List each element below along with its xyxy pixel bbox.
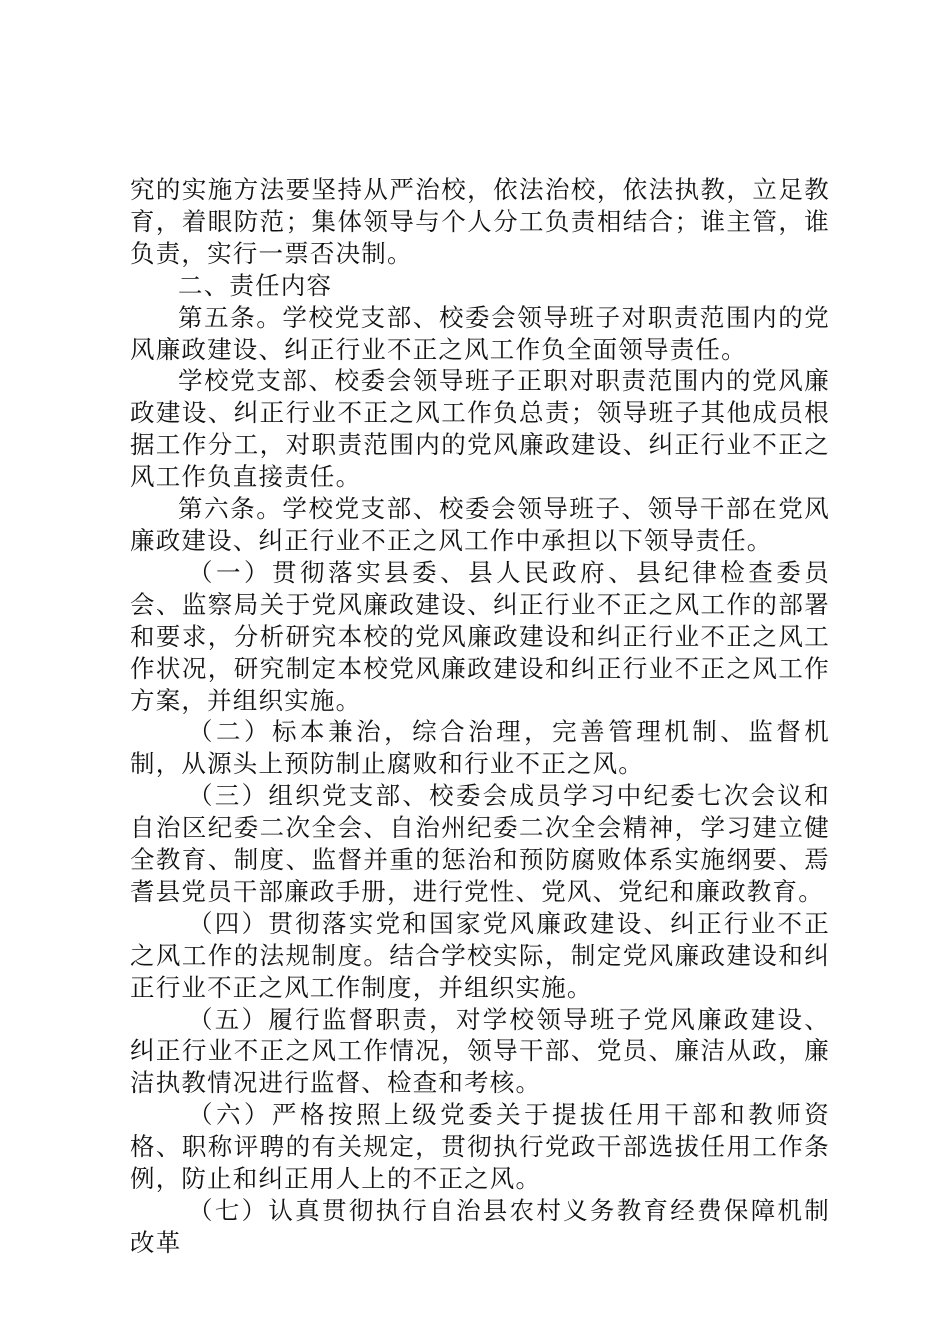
item-1: （一）贯彻落实县委、县人民政府、县纪律检查委员会、监察局关于党风廉政建设、纠正行业不正之风工作的部署和要求，分析研究本校的党风廉政建设和纠正行业不正之风工作状况，研究制定本校党风廉政建设和纠正行业不正之风工作方案，并组织实施。 <box>130 557 830 715</box>
article-6: 第六条。学校党支部、校委会领导班子、领导干部在党风廉政建设、纠正行业不正之风工作中承担以下领导责任。 <box>130 494 830 555</box>
item-2: （二）标本兼治，综合治理，完善管理机制、监督机制，从源头上预防制止腐败和行业不正之风。 <box>130 717 830 779</box>
item-4: （四）贯彻落实党和国家党风廉政建设、纠正行业不正之风工作的法规制度。结合学校实际，制定党风廉政建设和纠正行业不正之风工作制度，并组织实施。 <box>130 908 830 1002</box>
item-7: （七）认真贯彻执行自治县农村义务教育经费保障机制改革 <box>130 1196 830 1257</box>
item-3: （三）组织党支部、校委会成员学习中纪委七次会议和自治区纪委二次全会、自治州纪委二次全会精神，学习建立健全教育、制度、监督并重的惩治和预防腐败体系实施纲要、焉耆县党员干部廉政手册，进行党性、党风、党纪和廉政教育。 <box>130 781 830 906</box>
document-body <box>130 174 830 1259</box>
item-6: （六）严格按照上级党委关于提拔任用干部和教师资格、职称评聘的有关规定，贯彻执行党政干部选拔任用工作条例，防止和纠正用人上的不正之风。 <box>130 1100 830 1194</box>
section-heading: 二、责任内容 <box>178 270 333 300</box>
item-5: （五）履行监督职责，对学校领导班子党风廉政建设、纠正行业不正之风工作情况，领导干部、党员、廉洁从政，廉洁执教情况进行监督、检查和考核。 <box>130 1004 830 1098</box>
article-5-detail: 学校党支部、校委会领导班子正职对职责范围内的党风廉政建设、纠正行业不正之风工作负总责；领导班子其他成员根据工作分工，对职责范围内的党风廉政建设、纠正行业不正之风工作负直接责任。 <box>130 366 830 492</box>
paragraph-continuation: 究的实施方法要坚持从严治校，依法治校，依法执教，立足教育，着眼防范；集体领导与个人分工负责相结合；谁主管，谁负责，实行一票否决制。 <box>130 175 830 268</box>
article-5: 第五条。学校党支部、校委会领导班子对职责范围内的党风廉政建设、纠正行业不正之风工作负全面领导责任。 <box>130 302 830 364</box>
